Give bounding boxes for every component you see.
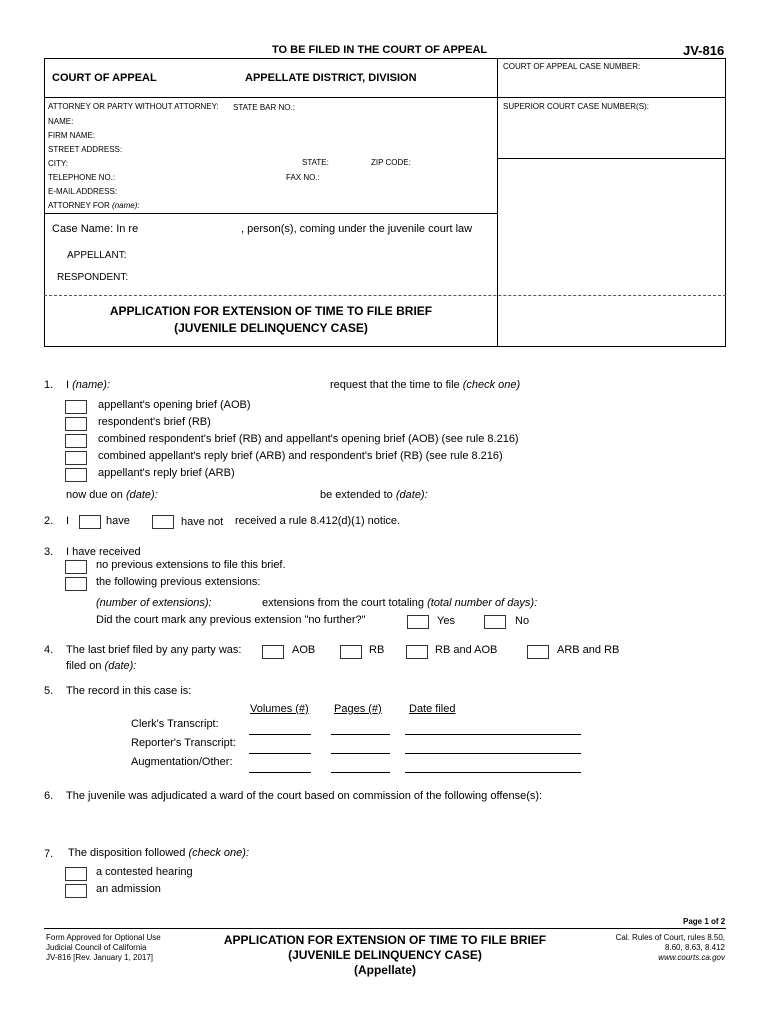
augmentation-volumes-line[interactable]: [249, 772, 311, 773]
state-label: STATE:: [302, 158, 329, 167]
right-border: [725, 58, 726, 347]
telephone-label: TELEPHONE NO.:: [48, 173, 116, 182]
rb-option: respondent's brief (RB): [98, 416, 211, 428]
aob-checkbox[interactable]: [65, 400, 87, 414]
email-label: E-MAIL ADDRESS:: [48, 187, 118, 196]
rules-line1: Cal. Rules of Court, rules 8.50,: [615, 933, 725, 942]
coa-case-number-label: COURT OF APPEAL CASE NUMBER:: [503, 62, 641, 71]
following-previous-label: the following previous extensions:: [96, 576, 261, 588]
rb-aob-option: combined respondent's brief (RB) and appellant's opening brief (AOB) (see rule 8.216): [98, 433, 519, 445]
right-box-divider: [497, 158, 726, 159]
rb-filed-label: RB: [369, 644, 385, 656]
following-previous-checkbox[interactable]: [65, 577, 87, 591]
attorney-for-text: ATTORNEY FOR: [48, 201, 110, 210]
firm-name-label: FIRM NAME:: [48, 131, 96, 140]
extensions-totaling-label: [262, 597, 537, 609]
disposition-check-one: (check one):: [188, 847, 249, 859]
now-due-label: [66, 489, 158, 501]
now-due-text: now due on: [66, 489, 123, 501]
attorney-bottom: [44, 213, 498, 214]
item1-number: 1.: [44, 379, 54, 391]
clerks-pages-line[interactable]: [331, 734, 390, 735]
arb-rb-filed-label: ARB and RB: [557, 644, 620, 656]
item1-i: [66, 379, 110, 391]
zip-label: ZIP CODE:: [371, 158, 411, 167]
rules-line2: 8.60, 8.63, 8.412: [664, 943, 725, 952]
attorney-for-label: [48, 201, 140, 210]
item4-number: 4.: [44, 644, 54, 656]
filed-in-heading: TO BE FILED IN THE COURT OF APPEAL: [272, 44, 488, 56]
reporters-date-line[interactable]: [405, 753, 581, 754]
no-previous-label: no previous extensions to file this brief.: [96, 559, 286, 571]
fax-label: FAX NO.:: [286, 173, 320, 182]
item1-request-text: request that the time to file: [330, 379, 460, 391]
reporters-pages-line[interactable]: [331, 753, 390, 754]
rb-filed-checkbox[interactable]: [340, 645, 362, 659]
arb-rb-filed-checkbox[interactable]: [527, 645, 549, 659]
page-number: Page 1 of 2: [683, 917, 726, 926]
have-not-label: have not: [181, 516, 224, 528]
clerks-date-line[interactable]: [405, 734, 581, 735]
superior-case-number-label: SUPERIOR COURT CASE NUMBER(S):: [503, 102, 649, 111]
have-not-checkbox[interactable]: [152, 515, 174, 529]
respondent-label: RESPONDENT:: [57, 272, 129, 283]
reporters-transcript-label: Reporter's Transcript:: [131, 737, 236, 749]
filed-on-date: (date):: [104, 660, 137, 672]
attorney-for-name: (name):: [112, 201, 140, 210]
no-label: No: [515, 615, 530, 627]
disposition-text: The disposition followed: [68, 847, 186, 859]
aob-option: appellant's opening brief (AOB): [98, 399, 251, 411]
have-checkbox[interactable]: [79, 515, 101, 529]
top-border: [44, 58, 726, 59]
rb-aob-filed-label: RB and AOB: [435, 644, 498, 656]
yes-label: Yes: [437, 615, 455, 627]
extensions-totaling-text: extensions from the court totaling: [262, 597, 425, 609]
form-revision: JV-816 [Rev. January 1, 2017]: [46, 953, 154, 962]
received-notice-label: received a rule 8.412(d)(1) notice.: [235, 515, 401, 527]
city-label: CITY:: [48, 159, 69, 168]
item2-number: 2.: [44, 515, 54, 527]
item1-request: [330, 379, 520, 391]
clerks-volumes-line[interactable]: [249, 734, 311, 735]
attorney-title: ATTORNEY OR PARTY WITHOUT ATTORNEY:: [48, 102, 219, 111]
last-brief-label: The last brief filed by any party was:: [66, 644, 242, 656]
footer-rule: [44, 928, 726, 929]
have-received-label: I have received: [66, 546, 141, 558]
volumes-header: Volumes (#): [250, 703, 309, 715]
augmentation-label: Augmentation/Other:: [131, 756, 233, 768]
date-filed-header: Date filed: [409, 703, 456, 715]
item1-name-label: (name):: [72, 379, 111, 391]
street-address-label: STREET ADDRESS:: [48, 145, 123, 154]
no-checkbox[interactable]: [484, 615, 506, 629]
arb-rb-option: combined appellant's reply brief (ARB) and respondent's brief (RB) (see rule 8.216): [98, 450, 503, 462]
item1-i-text: I: [66, 379, 70, 391]
disposition-label: [68, 847, 249, 859]
be-extended-label: [320, 489, 428, 501]
footer-title-line2: (JUVENILE DELINQUENCY CASE): [288, 948, 482, 962]
now-due-date: (date):: [125, 489, 158, 501]
appellant-label: APPELLANT:: [67, 250, 127, 261]
bottom-border: [44, 346, 726, 347]
no-previous-checkbox[interactable]: [65, 560, 87, 574]
district-division-label: APPELLATE DISTRICT, DIVISION: [245, 72, 417, 84]
arb-option: appellant's reply brief (ARB): [98, 467, 235, 479]
name-label: NAME:: [48, 117, 74, 126]
be-extended-text: be extended to: [320, 489, 393, 501]
court-row-divider: [44, 97, 726, 98]
form-code: JV-816: [683, 43, 725, 58]
rb-aob-filed-checkbox[interactable]: [406, 645, 428, 659]
item5-number: 5.: [44, 685, 54, 697]
yes-checkbox[interactable]: [407, 615, 429, 629]
footer-title-line1: APPLICATION FOR EXTENSION OF TIME TO FILE BRIEF: [223, 933, 547, 947]
admission-label: an admission: [96, 883, 161, 895]
pages-header: Pages (#): [334, 703, 382, 715]
reporters-volumes-line[interactable]: [249, 753, 311, 754]
arb-checkbox[interactable]: [65, 468, 87, 482]
courts-website-link[interactable]: www.courts.ca.gov: [658, 953, 725, 962]
item1-check-one: (check one): [462, 379, 521, 391]
admission-checkbox[interactable]: [65, 884, 87, 898]
aob-filed-label: AOB: [292, 644, 316, 656]
form-title-line2: (JUVENILE DELINQUENCY CASE): [174, 321, 368, 335]
item3-number: 3.: [44, 546, 54, 558]
have-label: have: [106, 515, 130, 527]
footer-title-line3: (Appellate): [353, 963, 416, 977]
filed-on-label: [66, 660, 136, 672]
offenses-label: The juvenile was adjudicated a ward of the court based on commission of the following offense(s):: [66, 790, 543, 802]
rb-aob-checkbox[interactable]: [65, 434, 87, 448]
form-approved: Form Approved for Optional Use: [46, 933, 161, 942]
contested-hearing-checkbox[interactable]: [65, 867, 87, 881]
total-days-label: (total number of days):: [427, 597, 538, 609]
court-of-appeal-label: COURT OF APPEAL: [52, 72, 157, 84]
state-bar-label: STATE BAR NO.:: [233, 103, 295, 112]
form-title-line1: APPLICATION FOR EXTENSION OF TIME TO FILE BRIEF: [109, 304, 433, 318]
title-divider: [44, 295, 726, 296]
item7-number: 7.: [44, 848, 54, 860]
aob-filed-checkbox[interactable]: [262, 645, 284, 659]
contested-hearing-label: a contested hearing: [96, 866, 193, 878]
arb-rb-checkbox[interactable]: [65, 451, 87, 465]
item6-number: 6.: [44, 790, 54, 802]
filed-on-text: filed on: [66, 660, 102, 672]
augmentation-date-line[interactable]: [405, 772, 581, 773]
no-further-question: Did the court mark any previous extension "no further?": [96, 614, 366, 626]
rb-checkbox[interactable]: [65, 417, 87, 431]
record-label: The record in this case is:: [66, 685, 192, 697]
item2-i: I: [66, 515, 70, 527]
number-of-extensions-label: (number of extensions):: [96, 597, 212, 609]
be-extended-date: (date):: [395, 489, 428, 501]
augmentation-pages-line[interactable]: [331, 772, 390, 773]
case-name-label: Case Name: In re: [52, 223, 139, 235]
judicial-council: Judicial Council of California: [46, 943, 147, 952]
persons-label: , person(s), coming under the juvenile court law: [241, 223, 473, 235]
clerks-transcript-label: Clerk's Transcript:: [131, 718, 219, 730]
